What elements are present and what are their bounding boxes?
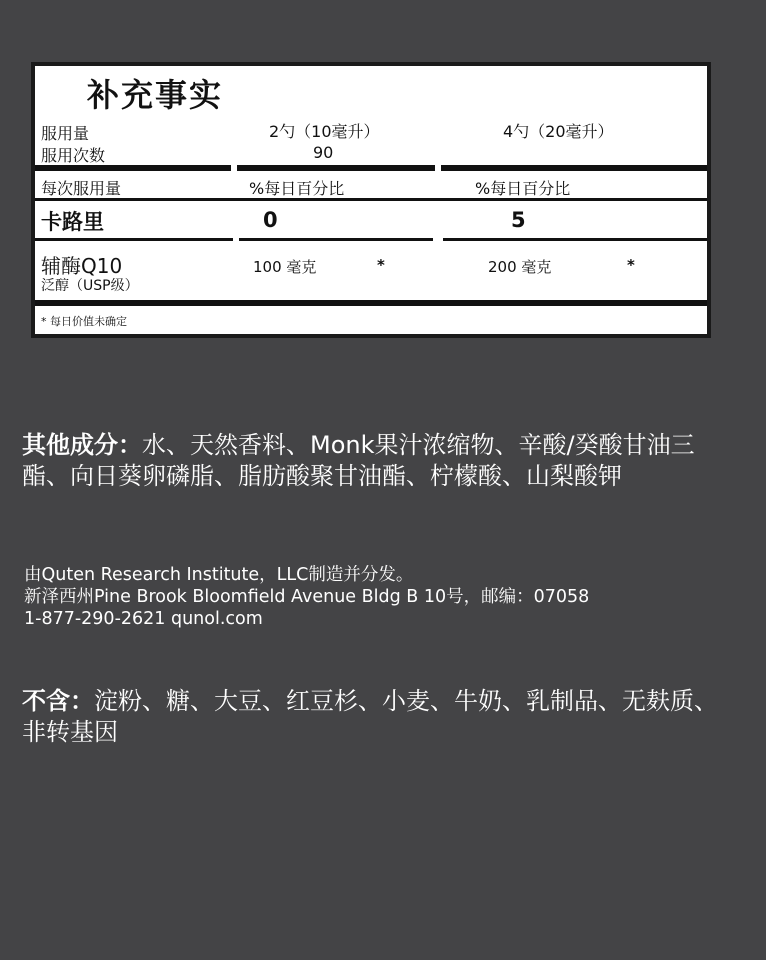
calories-label: 卡路里	[41, 210, 104, 234]
asterisk-2: *	[627, 256, 635, 274]
supplement-facts-panel	[31, 62, 711, 338]
other-ingredients	[22, 430, 732, 492]
servings-per-value: 90	[313, 143, 334, 162]
coq10-amount-2: 200 毫克	[488, 258, 552, 276]
per-serving-label: 每次服用量	[41, 179, 122, 198]
divider-thin	[35, 198, 707, 201]
serving-size-1: 2勺（10毫升）	[269, 122, 380, 141]
divider-thin	[443, 238, 707, 241]
distributor-line-2: 新泽西州Pine Brook Bloomfield Avenue Bldg B 10号，邮编：07058	[24, 587, 590, 607]
dv-header-2: %每日百分比	[475, 179, 571, 198]
divider-thick	[441, 165, 707, 171]
divider-thin	[35, 238, 233, 241]
divider-thick	[35, 165, 231, 171]
divider-thick	[237, 165, 435, 171]
other-ingredients-text: 水、天然香料、Monk果汁浓缩物、辛酸/癸酸甘油三酯、向日葵卵磷脂、脂肪酸聚甘油酯、柠檬酸、山梨酸钾	[22, 431, 695, 490]
dv-header-1: %每日百分比	[249, 179, 345, 198]
calories-1: 0	[263, 208, 278, 232]
facts-title: 补充事实	[87, 76, 224, 114]
free-from	[22, 686, 732, 748]
asterisk-1: *	[377, 256, 385, 274]
distributor-info	[24, 564, 744, 630]
supplement-facts-table	[35, 66, 707, 334]
free-from-label: 不含：	[22, 687, 94, 715]
distributor-line-1: 由Quten Research Institute，LLC制造并分发。	[24, 565, 414, 585]
serving-size-2: 4勺（20毫升）	[503, 122, 614, 141]
divider-thin	[239, 238, 433, 241]
free-from-text: 淀粉、糖、大豆、红豆杉、小麦、牛奶、乳制品、无麸质、非转基因	[22, 687, 718, 746]
serving-size-label: 服用量	[41, 124, 90, 143]
other-ingredients-label: 其他成分：	[22, 431, 142, 459]
footnote: * 每日价值未确定	[41, 315, 127, 328]
divider-thick	[35, 300, 707, 306]
calories-2: 5	[511, 208, 526, 232]
coq10-sub-label: 泛醇（USP级）	[41, 278, 139, 294]
coq10-amount-1: 100 毫克	[253, 258, 317, 276]
servings-per-label: 服用次数	[41, 146, 106, 165]
distributor-line-3: 1-877-290-2621 qunol.com	[24, 609, 263, 629]
coq10-label: 辅酶Q10	[41, 254, 123, 278]
